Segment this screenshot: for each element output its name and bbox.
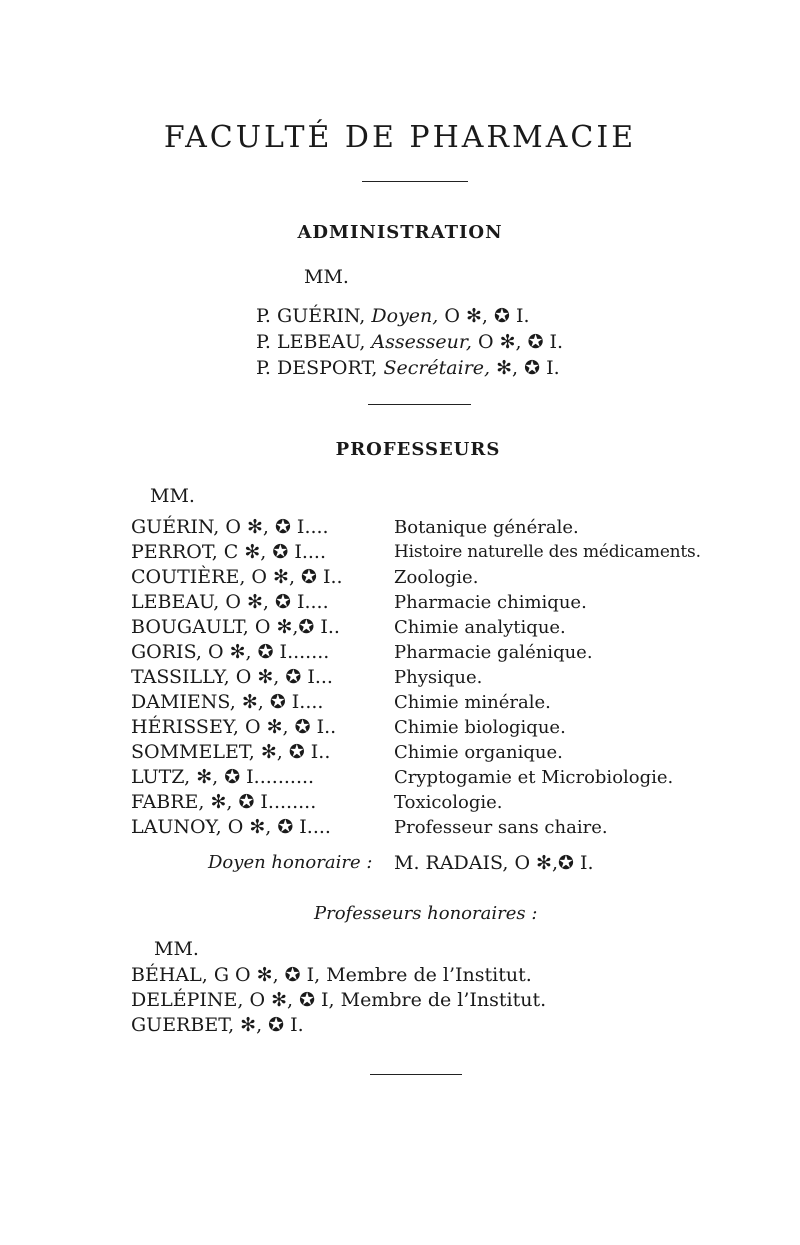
doyen-honoraire-value: M. RADAIS, O ✻,✪ I. (394, 852, 594, 874)
administration-member (256, 357, 560, 379)
professor-name: GUÉRIN, O ✻, ✪ I.... (131, 516, 329, 538)
professor-name: GORIS, O ✻, ✪ I....... (131, 641, 330, 663)
professor-subject: Chimie biologique. (394, 717, 566, 738)
professor-name: COUTIÈRE, O ✻, ✪ I.. (131, 566, 343, 588)
professor-name: LEBEAU, O ✻, ✪ I.... (131, 591, 329, 613)
administration-member (256, 305, 530, 327)
honoraire-line: BÉHAL, G O ✻, ✪ I, Membre de l’Institut. (131, 964, 532, 986)
professor-subject: Botanique générale. (394, 517, 579, 538)
member-name: P. DESPORT, (256, 357, 378, 379)
honoraires-mm: MM. (154, 938, 199, 960)
professeurs-mm: MM. (150, 485, 195, 507)
member-honors: O ✻, ✪ I. (477, 331, 564, 353)
honoraire-line: GUERBET, ✻, ✪ I. (131, 1014, 304, 1036)
honoraire-line: DELÉPINE, O ✻, ✪ I, Membre de l’Institut. (131, 989, 547, 1011)
professor-name: LUTZ, ✻, ✪ I.......... (131, 766, 315, 788)
professor-name: HÉRISSEY, O ✻, ✪ I.. (131, 716, 337, 738)
professor-subject: Zoologie. (394, 567, 479, 588)
member-role: Doyen, (371, 305, 439, 327)
divider (370, 1074, 462, 1075)
professor-subject: Professeur sans chaire. (394, 817, 608, 838)
professor-name: PERROT, C ✻, ✪ I.... (131, 541, 327, 563)
professor-subject: Toxicologie. (394, 792, 503, 813)
member-name: P. LEBEAU, (256, 331, 366, 353)
professor-subject: Physique. (394, 667, 483, 688)
professor-subject: Pharmacie chimique. (394, 592, 587, 613)
professor-subject: Chimie analytique. (394, 617, 566, 638)
member-role: Secrétaire, (383, 357, 491, 379)
professor-name: FABRE, ✻, ✪ I........ (131, 791, 317, 813)
professor-name: LAUNOY, O ✻, ✪ I.... (131, 816, 331, 838)
professor-name: TASSILLY, O ✻, ✪ I... (131, 666, 333, 688)
honoraires-heading: Professeurs honoraires : (314, 903, 538, 924)
professor-subject: Histoire naturelle des médicaments. (394, 542, 701, 562)
professor-subject: Chimie organique. (394, 742, 563, 763)
professeurs-heading: PROFESSEURS (335, 439, 501, 460)
divider (362, 181, 468, 182)
professor-subject: Chimie minérale. (394, 692, 551, 713)
professor-name: BOUGAULT, O ✻,✪ I.. (131, 616, 340, 638)
professor-name: DAMIENS, ✻, ✪ I.... (131, 691, 324, 713)
professor-name: SOMMELET, ✻, ✪ I.. (131, 741, 331, 763)
page-title: FACULTÉ DE PHARMACIE (163, 120, 637, 155)
administration-mm: MM. (304, 266, 349, 288)
member-role: Assesseur, (371, 331, 472, 353)
divider (368, 404, 471, 405)
member-honors: O ✻, ✪ I. (444, 305, 530, 327)
professor-subject: Pharmacie galénique. (394, 642, 593, 663)
member-honors: ✻, ✪ I. (496, 357, 560, 379)
professor-subject: Cryptogamie et Microbiologie. (394, 767, 674, 788)
administration-member (256, 331, 563, 353)
administration-heading: ADMINISTRATION (297, 222, 503, 243)
member-name: P. GUÉRIN, (256, 305, 366, 327)
doyen-honoraire-label: Doyen honoraire : (208, 852, 373, 873)
